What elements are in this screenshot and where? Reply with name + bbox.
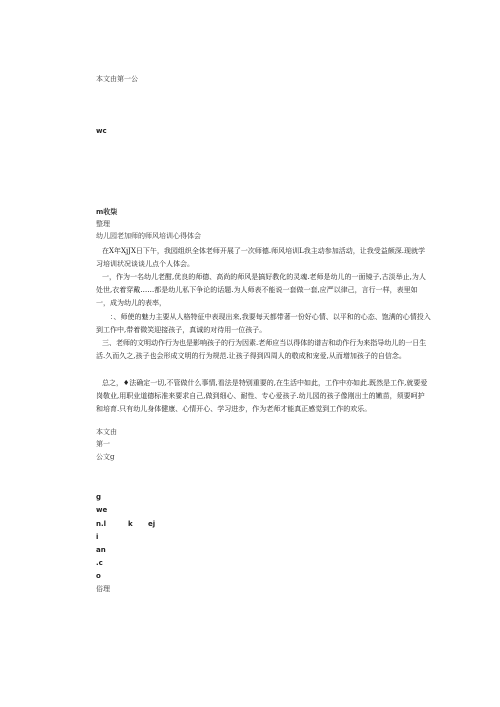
fragment-we: we (96, 506, 108, 514)
fragment-an: an (96, 546, 106, 554)
fragment-g: g (96, 493, 102, 501)
footer-line-2: 第一 (96, 440, 110, 448)
paragraph-2: 一，作为一名幼儿老酣,优良的师德、高尚的师风是搞好教化的灵魂.老师是幼儿的一面镜子,古淡举止,为人处世,衣着穿戴……都是幼儿私下争论的话题.为人师表不能说一套做一套,应严以律己，言行一样，表里如一，成为幼儿的表率， (96, 273, 426, 307)
footer-line-3: 公文g (96, 453, 115, 461)
paragraph-3: ：、师使的魅力主要从人格特征中表现出来,我要每天都带著一份好心情、以平和的心态、饱满的心情投入到工作中,带着微笑迎接孩子，真诚的对待用一位孩子。 (96, 313, 431, 334)
page-title: 幼儿园老加师的师风培训心得体会 (96, 232, 201, 240)
fragment-c: .c (96, 559, 103, 567)
fragment-wc: wc (96, 127, 107, 135)
fragment-k: k (128, 520, 133, 528)
paragraph-1: 在X年XjJX日下午，我园组织全体老师开展了一次师德.师风培训L我主动参加活动，让我受益颇深.现就学习培训状况谈谈儿点个人体会。 (96, 247, 426, 268)
fragment-o: o (96, 572, 101, 580)
doc-source-line: 本文由第一公 (96, 75, 138, 83)
footer-line-1: 本文由 (96, 428, 117, 436)
paragraph-5: 总之，♦法确定一切,不管做什么事情,看法是特别重要的,在生活中如此，工作中亦如此.既然是工作,就要爱岗敬业,用职业道德标准来要求自己,做到细心、耐性、专心爱孩子.幼儿园的孩子像刚出土的嫩苗，须要呵护和培育.只有幼儿身体健康、心情开心、学习进步，作为老师才能真正感觉到工作的欢乐。 (96, 379, 428, 413)
fragment-m-label: m收柒 (96, 208, 118, 216)
fragment-i: i (96, 533, 99, 541)
fragment-ej: ej (148, 520, 156, 528)
paragraph-4: 三、老师的文明动作行为也是影响孩子的行为因素.老师应当以得体的谱吉和动作行为来指导幼儿的一日生活.久而久之,孩子也会形成文明的行为规范.让孩子得到四周人的敬成和宠爱,从而增加孩子的自信念。 (96, 339, 427, 360)
arrange-line: 整理 (96, 220, 110, 228)
fragment-nl: n.l (96, 520, 107, 528)
fragment-last: 俗理 (96, 585, 110, 593)
